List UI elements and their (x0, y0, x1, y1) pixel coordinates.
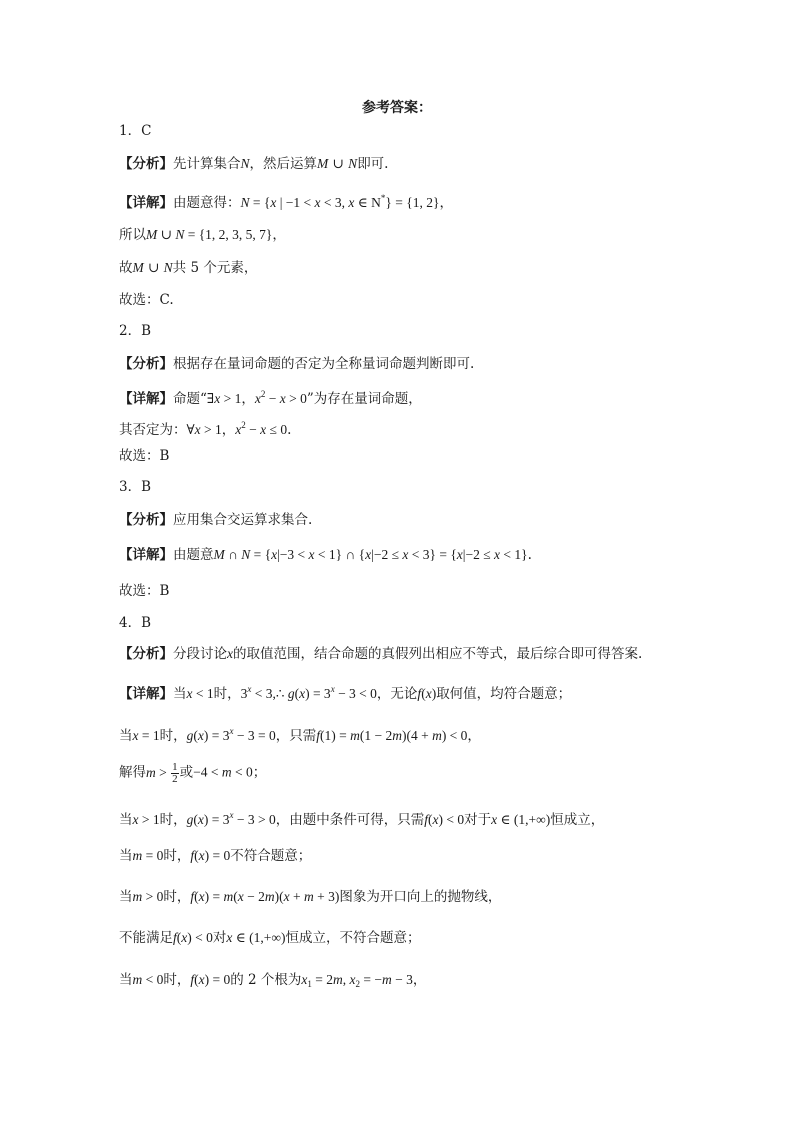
q3-analysis: 【分析】应用集合交运算求集合. (119, 512, 313, 528)
q4-analysis: 【分析】分段讨论x的取值范围，结合命题的真假列出相应不等式，最后综合即可得答案. (119, 646, 643, 662)
q4-detail-7: 不能满足f(x) < 0对x ∈ (1,+∞)恒成立，不符合题意； (119, 930, 421, 946)
q1-answer: 1．C (119, 123, 152, 139)
page-title: 参考答案： (362, 100, 432, 116)
q4-detail-1: 【详解】当x < 1时，$3^x$ < 3,∴ $g(x) = 3^x - 3 < 0$，无论f(x)取何值，均符合题意； (119, 684, 572, 702)
q4-detail-6: 当m > 0时，f(x) = m(x − 2m)(x + m + 3)图象为开口向上的抛物线， (119, 889, 502, 905)
q2-answer: 2．B (119, 323, 152, 339)
q4-detail-3: 解得m > $\frac{1}{2}$ 或−4 < m < 0； (119, 761, 267, 785)
q4-detail-2: 当x = 1时，$g(x) = 3^x - 3 = 0$，只需f(1) = m(1 − 2m)(4 + m) < 0， (119, 726, 481, 744)
q3-answer: 3．B (119, 479, 152, 495)
q4-detail-4: 当x > 1时，$g(x) = 3^x - 3 > 0$，由题中条件可得，只需f(x) < 0对于x ∈ (1,+∞)恒成立， (119, 810, 605, 828)
q1-detail: 【详解】由题意得：N = {x | −1 < x < 3, x ∈ N*} = {1, 2}， (119, 193, 453, 211)
q4-answer: 4．B (119, 615, 152, 631)
q1-analysis: 【分析】先计算集合N，然后运算M ∪ N即可. (119, 156, 389, 172)
q4-detail-8: 当m < 0时，f(x) = 0的 2 个根为$x_1 = 2m$, $x_2 = -m - 3$， (119, 972, 427, 989)
q3-choice: 故选：B (119, 583, 170, 599)
q1-union: 所以M ∪ N = {1, 2, 3, 5, 7}， (119, 227, 286, 243)
q3-detail: 【详解】由题意M ∩ N = {x|−3 < x < 1} ∩ {x|−2 ≤ x < 3} = {x|−2 ≤ x < 1}. (119, 547, 532, 563)
q2-negation: 其否定为：∀x > 1，$x^2 - x \le 0$. (119, 420, 292, 438)
q4-detail-5: 当m = 0时，f(x) = 0不符合题意； (119, 848, 312, 864)
q1-count: 故M ∪ N共 5 个元素， (119, 260, 258, 276)
q1-choice: 故选：C. (119, 292, 174, 308)
q2-choice: 故选：B (119, 448, 170, 464)
q2-analysis: 【分析】根据存在量词命题的否定为全称量词命题判断即可. (119, 356, 475, 372)
q2-detail: 【详解】命题“∃x > 1，$x^2 - x > 0$”为存在量词命题， (119, 389, 422, 407)
